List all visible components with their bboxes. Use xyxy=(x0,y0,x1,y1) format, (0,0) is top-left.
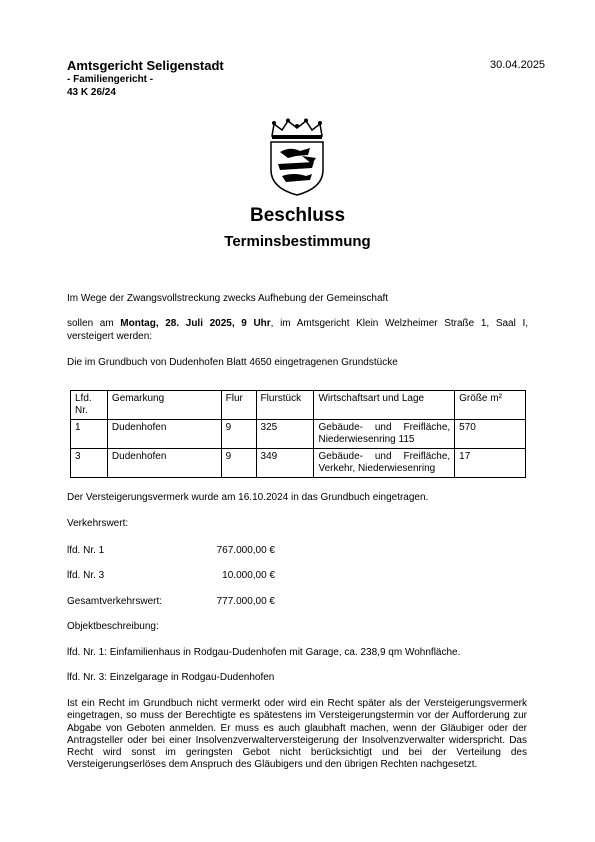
table-row xyxy=(71,420,526,449)
file-number: 43 K 26/24 xyxy=(67,87,116,98)
cell-wirtschaftsart xyxy=(314,449,455,478)
cell-groesse: 17 xyxy=(455,449,526,478)
intro-text: Im Wege der Zwangsvollstreckung zwecks Aufhebung der Gemeinschaft xyxy=(67,293,389,304)
col-header-flurstueck: Flurstück xyxy=(256,391,314,420)
col-header-groesse: Größe m² xyxy=(455,391,526,420)
cell-lfd: 1 xyxy=(71,420,108,449)
col-header-flur: Flur xyxy=(221,391,256,420)
court-department: - Familiengericht - xyxy=(67,74,154,85)
col-header-wirtschaftsart: Wirtschaftsart und Lage xyxy=(314,391,455,420)
object-description-item-1: lfd. Nr. 1: Einfamilienhaus in Rodgau-Dudenhofen mit Garage, ca. 238,9 qm Wohnfläche. xyxy=(67,647,461,658)
cell-flurstueck: 325 xyxy=(256,420,314,449)
cell-wirtschaftsart-line-1: Gebäude- und Freifläche, xyxy=(318,451,451,462)
document-date: 30.04.2025 xyxy=(490,59,546,71)
schedule-text xyxy=(67,318,528,343)
cell-flur: 9 xyxy=(221,449,256,478)
closing-paragraph: Ist ein Recht im Grundbuch nicht vermerkt oder wird ein Recht später als der Versteigerungsvermerk eingetragen, so muss der Berechtigte es spätestens im Versteigerungstermin vor der Aufforderung zur Abgabe von Geboten anmelden. Er muss es auch glaubhaft machen, wenn der Gläubiger oder der Antragsteller oder bei einer Insolvenzverwalterversteigerung der Insolvenzverwalter widerspricht. Das Recht wird sonst im geringsten Gebot nicht berücksichtigt und bei der Verteilung des Versteigerungserlöses dem Anspruch des Gläubigers und den übrigen Rechten nachgesetzt. xyxy=(67,698,527,771)
object-description-item-3: lfd. Nr. 3: Einzelgarage in Rodgau-Dudenhofen xyxy=(67,672,275,683)
hessen-coat-of-arms-icon xyxy=(266,118,328,196)
cell-gemarkung: Dudenhofen xyxy=(107,449,221,478)
market-value-label-3: lfd. Nr. 3 xyxy=(67,570,105,581)
market-value-amount-3: 10.000,00 € xyxy=(222,570,275,581)
document-title: Beschluss xyxy=(249,205,346,226)
cell-gemarkung: Dudenhofen xyxy=(107,420,221,449)
registration-note: Der Versteigerungsvermerk wurde am 16.10.2024 in das Grundbuch eingetragen. xyxy=(67,492,429,503)
market-value-label-1: lfd. Nr. 1 xyxy=(67,545,105,556)
cell-groesse: 570 xyxy=(455,420,526,449)
table-header-row xyxy=(71,391,526,420)
schedule-line-2: versteigert werden: xyxy=(67,330,153,342)
cell-wirtschaftsart xyxy=(314,420,455,449)
col-header-lfd: Lfd. Nr. xyxy=(71,391,108,420)
table-row xyxy=(71,449,526,478)
schedule-line-1 xyxy=(67,318,528,331)
court-name: Amtsgericht Seligenstadt xyxy=(67,58,224,73)
market-value-label-total: Gesamtverkehrswert: xyxy=(67,596,163,607)
document-subtitle: Terminsbestimmung xyxy=(224,233,371,250)
cell-flur: 9 xyxy=(221,420,256,449)
schedule-location: , im Amtsgericht Klein Welzheimer Straße 1, Saal I, xyxy=(270,318,529,329)
market-value-amount-1: 767.000,00 € xyxy=(216,545,275,556)
cell-wirtschaftsart-line-2: Verkehr, Niederwiesenring xyxy=(318,463,436,474)
cell-wirtschaftsart-line-1: Gebäude- und Freifläche, xyxy=(318,422,451,433)
land-register-line: Die im Grundbuch von Dudenhofen Blatt 4650 eingetragenen Grundstücke xyxy=(67,357,398,368)
market-value-amount-total: 777.000,00 € xyxy=(216,596,275,607)
schedule-prefix: sollen am xyxy=(67,318,121,329)
cell-lfd: 3 xyxy=(71,449,108,478)
cell-wirtschaftsart-line-2: Niederwiesenring 115 xyxy=(318,434,415,445)
cell-flurstueck: 349 xyxy=(256,449,314,478)
market-value-heading: Verkehrswert: xyxy=(67,518,129,529)
col-header-gemarkung: Gemarkung xyxy=(107,391,221,420)
property-table xyxy=(70,390,526,478)
schedule-date: Montag, 28. Juli 2025, 9 Uhr xyxy=(120,318,271,329)
object-description-heading: Objektbeschreibung: xyxy=(67,621,159,632)
